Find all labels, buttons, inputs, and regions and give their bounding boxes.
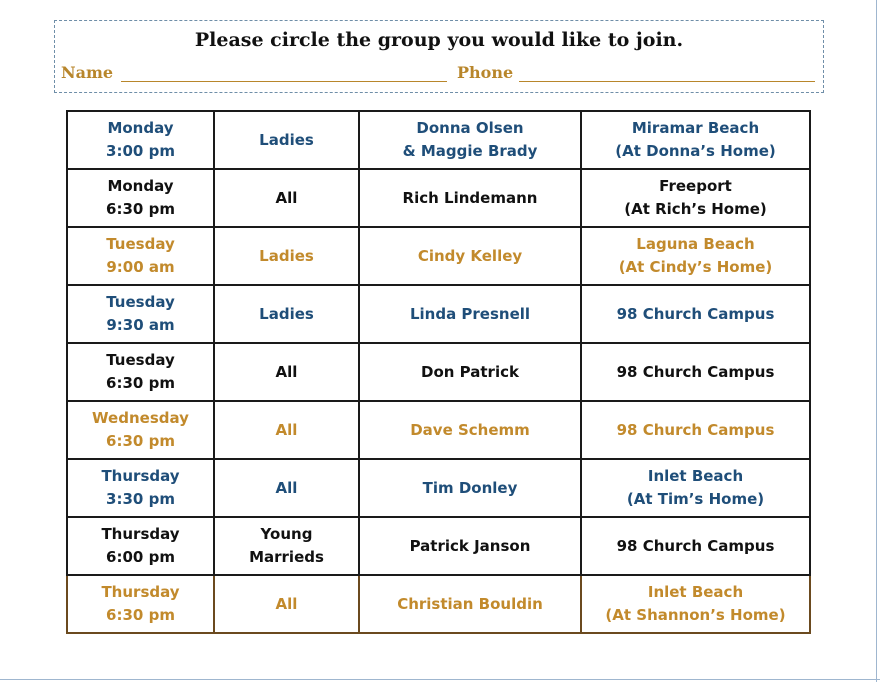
day-time-cell [67, 285, 214, 343]
location-cell [581, 343, 810, 401]
phone-field-line[interactable] [519, 81, 815, 82]
location-text: 98 Church Campus [616, 362, 775, 381]
leader-cell [359, 227, 581, 285]
location-cell [581, 575, 810, 633]
leader-cell [359, 459, 581, 517]
location-cell [581, 285, 810, 343]
day-time-cell [67, 517, 214, 575]
leader-text: Don Patrick [421, 362, 519, 381]
group-type-cell [214, 343, 359, 401]
group-type-cell [214, 575, 359, 633]
day-time-cell [67, 401, 214, 459]
group-type-text: All [275, 188, 298, 207]
location-cell [581, 517, 810, 575]
group-type-text: All [275, 594, 298, 613]
table-row[interactable] [67, 285, 810, 343]
day-time-text: 6:30 pm [106, 200, 175, 218]
day-time-text: Tuesday [106, 235, 175, 253]
group-type-text: All [275, 478, 298, 497]
day-time-cell [67, 169, 214, 227]
table-row[interactable] [67, 111, 810, 169]
leader-cell [359, 343, 581, 401]
page-edge-right [876, 0, 877, 682]
group-type-cell [214, 227, 359, 285]
contact-fields [61, 63, 821, 87]
leader-cell [359, 401, 581, 459]
location-cell [581, 227, 810, 285]
leader-text: Dave Schemm [410, 420, 530, 439]
location-cell [581, 459, 810, 517]
leader-text: Rich Lindemann [402, 188, 538, 207]
group-type-text: All [275, 420, 298, 439]
day-time-text: 3:00 pm [106, 142, 175, 160]
leader-text: Cindy Kelley [417, 246, 523, 265]
day-time-text: 6:30 pm [106, 374, 175, 392]
group-type-text: Young [260, 525, 313, 543]
location-text: (At Cindy’s Home) [618, 258, 773, 276]
day-time-cell [67, 575, 214, 633]
table-row[interactable] [67, 575, 810, 633]
group-type-cell [214, 459, 359, 517]
day-time-cell [67, 227, 214, 285]
location-text: Miramar Beach [631, 119, 760, 137]
location-text: (At Shannon’s Home) [605, 606, 786, 624]
location-text: 98 Church Campus [616, 536, 775, 555]
table-row[interactable] [67, 343, 810, 401]
phone-label: Phone [457, 63, 514, 82]
group-type-cell [214, 285, 359, 343]
table-row[interactable] [67, 517, 810, 575]
location-text: (At Tim’s Home) [626, 490, 765, 508]
group-type-cell [214, 169, 359, 227]
day-time-text: 9:30 am [106, 316, 175, 334]
leader-cell [359, 575, 581, 633]
leader-cell [359, 517, 581, 575]
day-time-text: Thursday [101, 583, 180, 601]
location-cell [581, 111, 810, 169]
day-time-text: 6:30 pm [106, 432, 175, 450]
leader-text: & Maggie Brady [402, 142, 538, 160]
group-schedule-table [66, 110, 811, 634]
day-time-text: 3:30 pm [106, 490, 175, 508]
location-text: (At Rich’s Home) [624, 200, 767, 218]
location-cell [581, 401, 810, 459]
name-field-line[interactable] [121, 81, 447, 82]
table-row[interactable] [67, 227, 810, 285]
day-time-text: 9:00 am [106, 258, 175, 276]
group-type-cell [214, 517, 359, 575]
group-type-text: All [275, 362, 298, 381]
leader-cell [359, 111, 581, 169]
location-text: Inlet Beach [647, 583, 744, 601]
location-text: Inlet Beach [647, 467, 744, 485]
leader-text: Donna Olsen [416, 119, 524, 137]
day-time-text: Monday [107, 177, 174, 195]
name-label: Name [61, 63, 114, 82]
signup-header-box [54, 20, 824, 93]
location-text: 98 Church Campus [616, 420, 775, 439]
day-time-cell [67, 111, 214, 169]
day-time-text: Tuesday [106, 351, 175, 369]
group-type-text: Ladies [259, 304, 314, 323]
day-time-text: Wednesday [92, 409, 189, 427]
group-type-cell [214, 401, 359, 459]
group-type-text: Marrieds [249, 548, 324, 566]
day-time-text: 6:30 pm [106, 606, 175, 624]
day-time-text: Thursday [101, 467, 180, 485]
location-cell [581, 169, 810, 227]
leader-text: Patrick Janson [409, 536, 531, 555]
location-text: 98 Church Campus [616, 304, 775, 323]
table-row[interactable] [67, 169, 810, 227]
day-time-text: Monday [107, 119, 174, 137]
day-time-cell [67, 343, 214, 401]
leader-text: Linda Presnell [409, 304, 531, 323]
location-text: Freeport [659, 177, 732, 195]
location-text: Laguna Beach [636, 235, 755, 253]
page-edge-bottom [0, 679, 880, 680]
day-time-text: 6:00 pm [106, 548, 175, 566]
group-type-text: Ladies [259, 130, 314, 149]
leader-cell [359, 285, 581, 343]
page-title: Please circle the group you would like to join. [194, 29, 684, 51]
table-row[interactable] [67, 401, 810, 459]
leader-text: Tim Donley [422, 478, 518, 497]
table-row[interactable] [67, 459, 810, 517]
leader-text: Christian Bouldin [397, 594, 543, 613]
day-time-text: Tuesday [106, 293, 175, 311]
day-time-text: Thursday [101, 525, 180, 543]
day-time-cell [67, 459, 214, 517]
group-type-text: Ladies [259, 246, 314, 265]
group-type-cell [214, 111, 359, 169]
location-text: (At Donna’s Home) [615, 142, 776, 160]
leader-cell [359, 169, 581, 227]
